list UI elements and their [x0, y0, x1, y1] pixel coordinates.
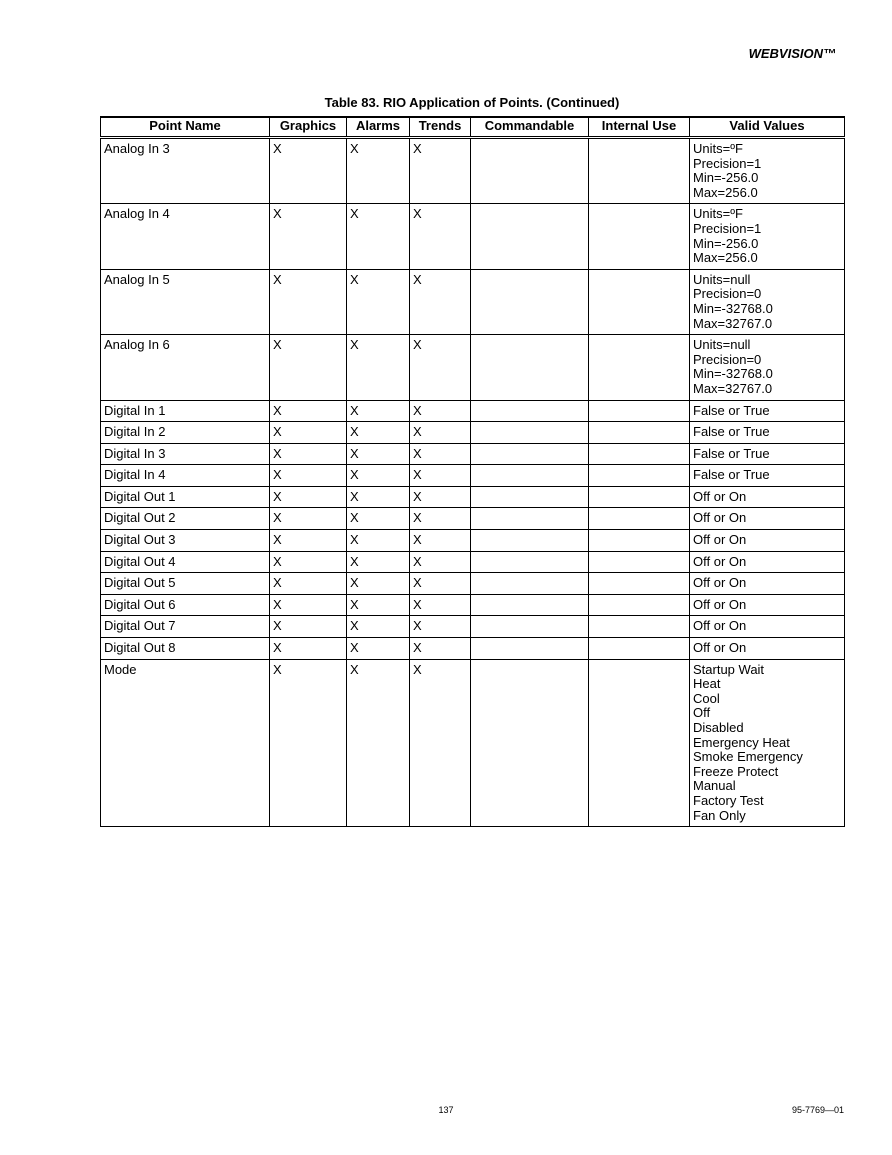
valid-value-line: Off or On [693, 553, 747, 569]
valid-value-line: Off or On [693, 596, 747, 612]
valid-value-line: Min=-32768.0 [693, 366, 773, 382]
graphics-cell: X [270, 551, 347, 573]
graphics-cell: X [270, 204, 347, 269]
commandable-cell [471, 573, 589, 595]
trends-cell: X [410, 335, 471, 400]
trends-cell: X [410, 508, 471, 530]
trends-cell: X [410, 422, 471, 444]
valid-value-line: False or True [693, 402, 770, 418]
point-name-cell: Digital In 2 [101, 422, 270, 444]
alarms-cell: X [347, 486, 410, 508]
internal-use-cell [589, 530, 690, 552]
valid-value-line: Startup Wait [693, 661, 765, 677]
internal-use-cell [589, 616, 690, 638]
valid-values-cell [690, 486, 845, 508]
valid-value-line: Off or On [693, 640, 747, 656]
graphics-cell: X [270, 422, 347, 444]
graphics-cell: X [270, 659, 347, 827]
points-table [100, 116, 845, 827]
point-name-cell: Digital In 4 [101, 465, 270, 487]
valid-value-line: Off or On [693, 618, 747, 634]
internal-use-cell [589, 269, 690, 334]
internal-use-cell [589, 400, 690, 422]
valid-value-line: False or True [693, 445, 770, 461]
alarms-cell: X [347, 616, 410, 638]
col-header-valid-values: Valid Values [690, 117, 845, 138]
valid-value-line: Min=-256.0 [693, 235, 759, 251]
table-row [101, 335, 845, 400]
valid-value-line: Emergency Heat [693, 734, 790, 750]
table-row [101, 616, 845, 638]
trends-cell: X [410, 594, 471, 616]
graphics-cell: X [270, 138, 347, 204]
internal-use-cell [589, 573, 690, 595]
point-name-cell: Analog In 4 [101, 204, 270, 269]
table-row [101, 269, 845, 334]
trends-cell: X [410, 551, 471, 573]
table-row [101, 443, 845, 465]
valid-value-line: Precision=0 [693, 286, 762, 302]
point-name-cell: Digital Out 3 [101, 530, 270, 552]
table-header-row [101, 117, 845, 138]
commandable-cell [471, 335, 589, 400]
valid-value-line: Manual [693, 778, 736, 794]
trends-cell: X [410, 616, 471, 638]
table-row [101, 400, 845, 422]
trends-cell: X [410, 486, 471, 508]
table-row [101, 594, 845, 616]
valid-value-line: Precision=0 [693, 351, 762, 367]
valid-value-line: False or True [693, 424, 770, 440]
valid-values-cell [690, 204, 845, 269]
graphics-cell: X [270, 335, 347, 400]
commandable-cell [471, 204, 589, 269]
valid-value-line: Disabled [693, 720, 744, 735]
commandable-cell [471, 486, 589, 508]
valid-value-line: Off or On [693, 510, 747, 526]
internal-use-cell [589, 551, 690, 573]
graphics-cell: X [270, 638, 347, 660]
valid-values-cell [690, 659, 845, 827]
trends-cell: X [410, 269, 471, 334]
commandable-cell [471, 138, 589, 204]
alarms-cell: X [347, 443, 410, 465]
alarms-cell: X [347, 659, 410, 827]
point-name-cell: Digital Out 5 [101, 573, 270, 595]
commandable-cell [471, 443, 589, 465]
alarms-cell: X [347, 508, 410, 530]
alarms-cell: X [347, 269, 410, 334]
internal-use-cell [589, 638, 690, 660]
col-header-trends: Trends [410, 117, 471, 138]
point-name-cell: Analog In 3 [101, 138, 270, 204]
valid-value-line: Off or On [693, 532, 747, 548]
valid-value-line: Precision=1 [693, 220, 762, 236]
valid-value-line: Off or On [693, 488, 747, 504]
brand-header: WEBVISION™ [748, 46, 836, 61]
graphics-cell: X [270, 400, 347, 422]
valid-values-cell [690, 616, 845, 638]
commandable-cell [471, 269, 589, 334]
commandable-cell [471, 638, 589, 660]
valid-value-line: Fan Only [693, 807, 746, 823]
commandable-cell [471, 400, 589, 422]
valid-value-line: Units=ºF [693, 206, 743, 222]
trends-cell: X [410, 465, 471, 487]
graphics-cell: X [270, 616, 347, 638]
alarms-cell: X [347, 335, 410, 400]
valid-value-line: Max=256.0 [693, 250, 758, 266]
table-row [101, 138, 845, 204]
point-name-cell: Digital Out 4 [101, 551, 270, 573]
valid-value-line: Max=32767.0 [693, 315, 773, 331]
valid-values-cell [690, 551, 845, 573]
internal-use-cell [589, 443, 690, 465]
table-title: Table 83. RIO Application of Points. (Continued) [324, 95, 620, 110]
point-name-cell: Digital Out 7 [101, 616, 270, 638]
graphics-cell: X [270, 573, 347, 595]
internal-use-cell [589, 204, 690, 269]
internal-use-cell [589, 508, 690, 530]
graphics-cell: X [270, 465, 347, 487]
table-row [101, 486, 845, 508]
point-name-cell: Digital Out 1 [101, 486, 270, 508]
commandable-cell [471, 616, 589, 638]
internal-use-cell [589, 335, 690, 400]
table-row [101, 530, 845, 552]
internal-use-cell [589, 486, 690, 508]
point-name-cell: Digital Out 2 [101, 508, 270, 530]
internal-use-cell [589, 465, 690, 487]
table-row [101, 638, 845, 660]
valid-value-line: Factory Test [693, 792, 764, 808]
graphics-cell: X [270, 443, 347, 465]
graphics-cell: X [270, 530, 347, 552]
alarms-cell: X [347, 530, 410, 552]
valid-value-line: Off or On [693, 575, 747, 591]
alarms-cell: X [347, 594, 410, 616]
graphics-cell: X [270, 486, 347, 508]
trends-cell: X [410, 443, 471, 465]
point-name-cell: Digital Out 8 [101, 638, 270, 660]
alarms-cell: X [347, 422, 410, 444]
valid-values-cell [690, 335, 845, 400]
commandable-cell [471, 551, 589, 573]
valid-value-line: Precision=1 [693, 155, 762, 171]
point-name-cell: Mode [101, 659, 270, 827]
table-row [101, 551, 845, 573]
graphics-cell: X [270, 508, 347, 530]
graphics-cell: X [270, 269, 347, 334]
internal-use-cell [589, 138, 690, 204]
graphics-cell: X [270, 594, 347, 616]
valid-values-cell [690, 573, 845, 595]
valid-values-cell [690, 594, 845, 616]
valid-values-cell [690, 465, 845, 487]
document-number: 95-7769—01 [791, 1105, 844, 1115]
alarms-cell: X [347, 138, 410, 204]
col-header-graphics: Graphics [270, 117, 347, 138]
internal-use-cell [589, 422, 690, 444]
trends-cell: X [410, 638, 471, 660]
valid-value-line: False or True [693, 467, 770, 483]
point-name-cell: Analog In 5 [101, 269, 270, 334]
valid-value-line: Min=-32768.0 [693, 300, 773, 316]
table-row [101, 465, 845, 487]
commandable-cell [471, 465, 589, 487]
trends-cell: X [410, 400, 471, 422]
commandable-cell [471, 530, 589, 552]
valid-values-cell [690, 638, 845, 660]
internal-use-cell [589, 659, 690, 827]
valid-value-line: Off [693, 705, 711, 721]
alarms-cell: X [347, 638, 410, 660]
point-name-cell: Digital Out 6 [101, 594, 270, 616]
trends-cell: X [410, 138, 471, 204]
table-row [101, 422, 845, 444]
valid-values-cell [690, 269, 845, 334]
point-name-cell: Digital In 3 [101, 443, 270, 465]
valid-value-line: Units=null [693, 337, 751, 353]
alarms-cell: X [347, 400, 410, 422]
page-number: 137 [438, 1105, 454, 1115]
internal-use-cell [589, 594, 690, 616]
valid-value-line: Cool [693, 690, 720, 706]
valid-value-line: Units=ºF [693, 141, 743, 156]
valid-values-cell [690, 443, 845, 465]
valid-values-cell [690, 138, 845, 204]
trends-cell: X [410, 204, 471, 269]
trends-cell: X [410, 659, 471, 827]
alarms-cell: X [347, 204, 410, 269]
valid-values-cell [690, 530, 845, 552]
valid-values-cell [690, 508, 845, 530]
commandable-cell [471, 659, 589, 827]
table-row [101, 508, 845, 530]
valid-value-line: Max=256.0 [693, 184, 758, 200]
trends-cell: X [410, 530, 471, 552]
valid-value-line: Min=-256.0 [693, 170, 759, 186]
valid-value-line: Freeze Protect [693, 763, 779, 779]
table-body [101, 138, 845, 827]
table-row [101, 204, 845, 269]
commandable-cell [471, 508, 589, 530]
alarms-cell: X [347, 551, 410, 573]
valid-value-line: Units=null [693, 271, 751, 287]
valid-value-line: Max=32767.0 [693, 380, 773, 396]
point-name-cell: Analog In 6 [101, 335, 270, 400]
commandable-cell [471, 594, 589, 616]
table-row [101, 573, 845, 595]
valid-values-cell [690, 400, 845, 422]
valid-values-cell [690, 422, 845, 444]
alarms-cell: X [347, 465, 410, 487]
col-header-point-name: Point Name [101, 117, 270, 138]
col-header-commandable: Commandable [471, 117, 589, 138]
valid-value-line: Smoke Emergency [693, 749, 803, 765]
table-row [101, 659, 845, 827]
point-name-cell: Digital In 1 [101, 400, 270, 422]
alarms-cell: X [347, 573, 410, 595]
col-header-internal-use: Internal Use [589, 117, 690, 138]
trends-cell: X [410, 573, 471, 595]
valid-value-line: Heat [693, 676, 721, 692]
commandable-cell [471, 422, 589, 444]
col-header-alarms: Alarms [347, 117, 410, 138]
